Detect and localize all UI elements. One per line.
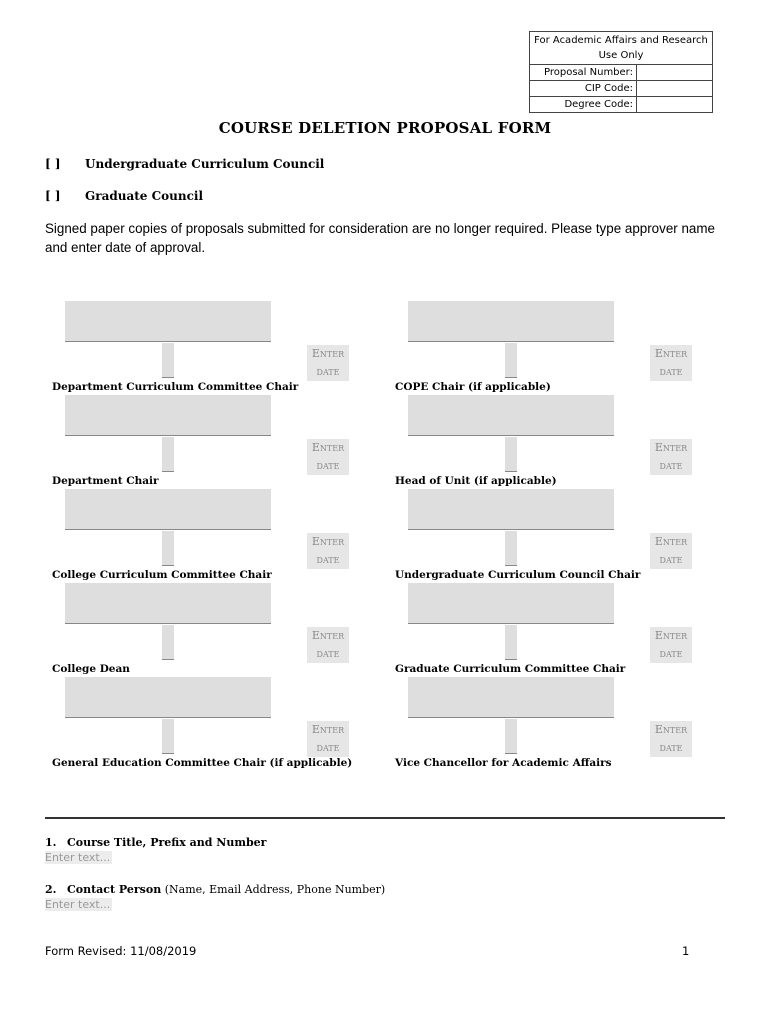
question-subtitle: (Name, Email Address, Phone Number) xyxy=(164,883,386,896)
approver-role: Graduate Curriculum Committee Chair xyxy=(395,663,626,675)
approver-role: COPE Chair (if applicable) xyxy=(395,381,551,393)
approver-role: Department Curriculum Committee Chair xyxy=(52,381,299,393)
proposal-number-label: Proposal Number: xyxy=(530,65,637,81)
signature-block-gen-ed-chair xyxy=(45,677,353,769)
date-picker[interactable]: Enter date xyxy=(307,439,349,475)
date-picker[interactable]: Enter date xyxy=(307,721,349,757)
date-picker[interactable]: Enter date xyxy=(650,439,692,475)
approver-role: College Curriculum Committee Chair xyxy=(52,569,272,581)
approver-role: College Dean xyxy=(52,663,130,675)
cip-code-field[interactable] xyxy=(637,81,713,97)
graduate-checkbox[interactable]: [ ] xyxy=(45,189,61,203)
approver-name-field[interactable] xyxy=(65,489,271,530)
council-option-graduate xyxy=(45,189,203,203)
question-title: Contact Person xyxy=(67,883,162,896)
question-number: 1. xyxy=(45,836,57,849)
approver-name-field[interactable] xyxy=(408,677,614,718)
date-picker[interactable]: Enter date xyxy=(307,627,349,663)
date-picker[interactable]: Enter date xyxy=(650,345,692,381)
degree-code-label: Degree Code: xyxy=(530,97,637,113)
approver-role: General Education Committee Chair (if applicable) xyxy=(52,757,353,769)
approver-signature-stem[interactable] xyxy=(505,625,517,660)
section-divider xyxy=(45,817,725,819)
proposal-number-field[interactable] xyxy=(637,65,713,81)
approver-role: Department Chair xyxy=(52,475,159,487)
council-label: Undergraduate Curriculum Council xyxy=(85,157,325,171)
signature-block-college-curriculum-chair xyxy=(45,489,345,581)
signature-block-college-dean xyxy=(45,583,345,675)
approver-name-field[interactable] xyxy=(65,301,271,342)
approver-signature-stem[interactable] xyxy=(162,531,174,566)
approver-role: Vice Chancellor for Academic Affairs xyxy=(395,757,612,769)
date-picker[interactable]: Enter date xyxy=(307,533,349,569)
approver-signature-stem[interactable] xyxy=(505,343,517,378)
signature-block-cope-chair xyxy=(388,301,688,393)
form-title: COURSE DELETION PROPOSAL FORM xyxy=(218,119,552,137)
approver-name-field[interactable] xyxy=(65,395,271,436)
page-number: 1 xyxy=(682,944,690,958)
approver-signature-stem[interactable] xyxy=(162,625,174,660)
date-picker[interactable]: Enter date xyxy=(650,533,692,569)
approver-signature-stem[interactable] xyxy=(162,343,174,378)
approver-name-field[interactable] xyxy=(408,395,614,436)
date-picker[interactable]: Enter date xyxy=(307,345,349,381)
approver-signature-stem[interactable] xyxy=(505,437,517,472)
cip-code-label: CIP Code: xyxy=(530,81,637,97)
approver-role: Undergraduate Curriculum Council Chair xyxy=(395,569,641,581)
approver-signature-stem[interactable] xyxy=(162,719,174,754)
signature-block-dept-curriculum-chair xyxy=(45,301,345,393)
council-option-undergraduate xyxy=(45,157,324,171)
admin-box-header: For Academic Affairs and Research Use Only xyxy=(530,32,713,65)
contact-person-input[interactable]: Enter text... xyxy=(45,898,111,911)
undergraduate-checkbox[interactable]: [ ] xyxy=(45,157,61,171)
signature-block-head-of-unit xyxy=(388,395,688,487)
academic-affairs-box xyxy=(529,31,713,113)
signature-block-vice-chancellor xyxy=(388,677,688,769)
signature-block-dept-chair xyxy=(45,395,345,487)
approver-signature-stem[interactable] xyxy=(162,437,174,472)
instructions: Signed paper copies of proposals submitted for consideration are no longer required. Please type approver name and enter date of approval. xyxy=(45,221,715,255)
approver-name-field[interactable] xyxy=(65,583,271,624)
approver-signature-stem[interactable] xyxy=(505,531,517,566)
date-picker[interactable]: Enter date xyxy=(650,627,692,663)
approver-role: Head of Unit (if applicable) xyxy=(395,475,557,487)
approver-name-field[interactable] xyxy=(408,489,614,530)
question-number: 2. xyxy=(45,883,57,896)
approver-name-field[interactable] xyxy=(65,677,271,718)
course-title-input[interactable]: Enter text... xyxy=(45,851,111,864)
degree-code-field[interactable] xyxy=(637,97,713,113)
signature-block-ucc-chair xyxy=(388,489,688,581)
question-contact-person xyxy=(45,883,385,911)
council-label: Graduate Council xyxy=(85,189,204,203)
approver-name-field[interactable] xyxy=(408,583,614,624)
form-revised-date: Form Revised: 11/08/2019 xyxy=(45,944,197,958)
signature-block-grad-curriculum-chair xyxy=(388,583,688,675)
question-title: Course Title, Prefix and Number xyxy=(67,836,267,849)
approver-signature-stem[interactable] xyxy=(505,719,517,754)
date-picker[interactable]: Enter date xyxy=(650,721,692,757)
question-course-title xyxy=(45,836,266,864)
approver-name-field[interactable] xyxy=(408,301,614,342)
